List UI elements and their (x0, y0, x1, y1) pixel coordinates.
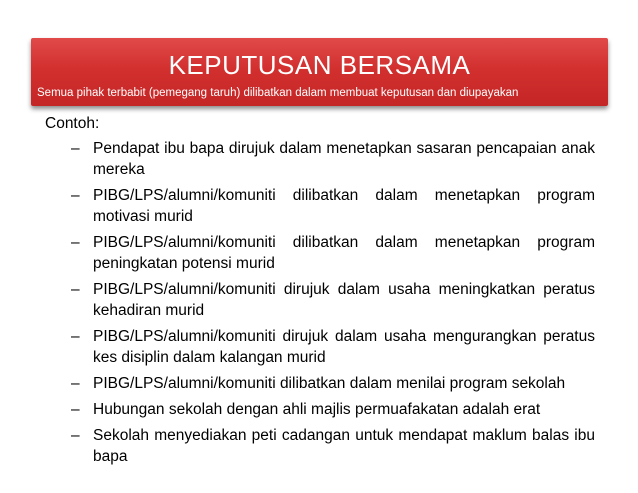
list-item (45, 425, 595, 467)
bullet-dash: – (71, 375, 80, 392)
list-item-text: PIBG/LPS/alumni/komuniti dirujuk dalam usaha meningkatkan peratus kehadiran murid (93, 281, 595, 319)
list-item (45, 185, 595, 227)
list-item (45, 138, 595, 180)
title-banner (31, 38, 608, 106)
example-list (45, 138, 595, 467)
list-item (45, 373, 595, 394)
slide-content (45, 113, 595, 472)
list-item (45, 399, 595, 420)
bullet-dash: – (71, 234, 80, 251)
list-item-text: PIBG/LPS/alumni/komuniti dilibatkan dalam menetapkan program peningkatan potensi murid (93, 234, 595, 272)
slide-subtitle: Semua pihak terbabit (pemegang taruh) dilibatkan dalam membuat keputusan dan diupayakan (37, 87, 519, 99)
bullet-dash: – (71, 328, 80, 345)
list-item (45, 232, 595, 274)
list-item-text: PIBG/LPS/alumni/komuniti dilibatkan dalam menetapkan program motivasi murid (93, 187, 595, 225)
bullet-dash: – (71, 427, 80, 444)
bullet-dash: – (71, 187, 80, 204)
list-item (45, 279, 595, 321)
examples-heading: Contoh: (45, 115, 100, 132)
bullet-dash: – (71, 281, 80, 298)
bullet-dash: – (71, 401, 80, 418)
list-item-text: Sekolah menyediakan peti cadangan untuk mendapat maklum balas ibu bapa (93, 427, 595, 465)
list-item-text: PIBG/LPS/alumni/komuniti dilibatkan dalam menilai program sekolah (93, 375, 566, 392)
list-item-text: Hubungan sekolah dengan ahli majlis permuafakatan adalah erat (93, 401, 541, 418)
bullet-dash: – (71, 140, 80, 157)
list-item (45, 326, 595, 368)
slide-title: KEPUTUSAN BERSAMA (168, 50, 471, 80)
list-item-text: PIBG/LPS/alumni/komuniti dirujuk dalam usaha mengurangkan peratus kes disiplin dalam kalangan murid (93, 328, 595, 366)
list-item-text: Pendapat ibu bapa dirujuk dalam menetapkan sasaran pencapaian anak mereka (93, 140, 595, 178)
